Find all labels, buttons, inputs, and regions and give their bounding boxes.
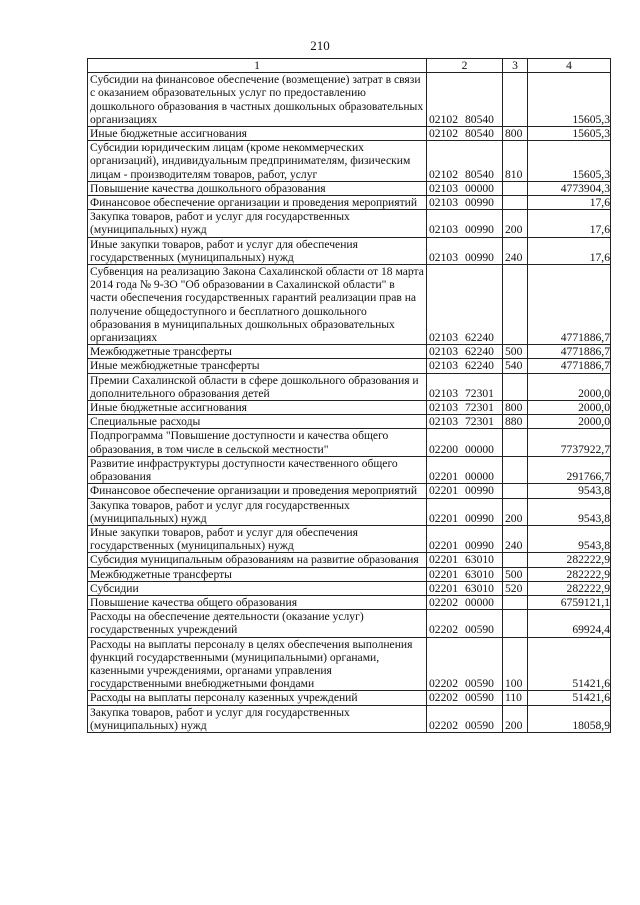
row-code-direction: 00990 (464, 223, 494, 237)
table-row (88, 415, 611, 429)
row-code-program: 02200 (429, 442, 458, 456)
row-name: Иные бюджетные ассигнования (88, 127, 427, 141)
row-code (427, 237, 503, 264)
row-code-direction: 00990 (464, 511, 494, 525)
row-code (427, 637, 503, 691)
row-amount: 282222,9 (528, 581, 611, 595)
row-amount: 15605,3 (528, 73, 611, 127)
row-name: Развитие инфраструктуры доступности качественного общего образования (88, 456, 427, 483)
row-name: Иные межбюджетные трансферты (88, 359, 427, 373)
row-code-program: 02201 (429, 470, 458, 484)
row-code-program: 02201 (429, 567, 458, 581)
row-amount: 69924,4 (528, 610, 611, 637)
row-code-program: 02202 (429, 595, 458, 609)
row-code-program: 02202 (429, 718, 458, 732)
row-expense-type: 110 (503, 691, 528, 705)
row-amount: 51421,6 (528, 691, 611, 705)
row-code-program: 02103 (429, 345, 458, 359)
row-code (427, 265, 503, 345)
row-code-direction: 80540 (464, 167, 494, 181)
row-code (427, 415, 503, 429)
table-row (88, 373, 611, 400)
table-row (88, 265, 611, 345)
table-row (88, 73, 611, 127)
row-code-program: 02103 (429, 415, 458, 429)
row-code-direction: 72301 (464, 386, 494, 400)
row-expense-type: 520 (503, 581, 528, 595)
row-code (427, 595, 503, 609)
table-row (88, 484, 611, 498)
row-code (427, 553, 503, 567)
row-code-program: 02103 (429, 386, 458, 400)
row-code-program: 02201 (429, 553, 458, 567)
row-code-program: 02102 (429, 112, 458, 126)
row-expense-type: 240 (503, 525, 528, 552)
row-code (427, 141, 503, 182)
row-code-direction: 62240 (464, 345, 494, 359)
row-code-direction: 63010 (464, 567, 494, 581)
row-code (427, 705, 503, 732)
row-code-program: 02103 (429, 223, 458, 237)
row-code (427, 359, 503, 373)
row-name: Расходы на выплаты персоналу казенных учреждений (88, 691, 427, 705)
row-code (427, 196, 503, 210)
row-code-direction: 72301 (464, 401, 494, 415)
row-code-direction: 72301 (464, 415, 494, 429)
row-code (427, 345, 503, 359)
row-expense-type (503, 595, 528, 609)
row-code-direction: 00000 (464, 442, 494, 456)
row-amount: 9543,8 (528, 498, 611, 525)
row-expense-type: 240 (503, 237, 528, 264)
row-code-direction: 00000 (464, 595, 494, 609)
row-expense-type: 200 (503, 210, 528, 237)
row-expense-type (503, 196, 528, 210)
table-row (88, 610, 611, 637)
row-amount: 291766,7 (528, 456, 611, 483)
row-code-program: 02202 (429, 677, 458, 691)
row-expense-type: 540 (503, 359, 528, 373)
row-expense-type (503, 484, 528, 498)
row-name: Закупка товаров, работ и услуг для государственных (муниципальных) нужд (88, 498, 427, 525)
row-code-direction: 63010 (464, 581, 494, 595)
row-expense-type (503, 553, 528, 567)
table-row (88, 567, 611, 581)
table-row (88, 141, 611, 182)
row-code-direction: 00590 (464, 677, 494, 691)
row-name: Премии Сахалинской области в сфере дошкольного образования и дополнительного образования детей (88, 373, 427, 400)
row-code-direction: 00990 (464, 539, 494, 553)
row-code-program: 02103 (429, 250, 458, 264)
row-code-direction: 63010 (464, 553, 494, 567)
budget-table (87, 58, 611, 733)
row-expense-type: 810 (503, 141, 528, 182)
row-expense-type: 200 (503, 498, 528, 525)
row-name: Субсидия муниципальным образованиям на развитие образования (88, 553, 427, 567)
row-code-direction: 00990 (464, 250, 494, 264)
row-code-direction: 00000 (464, 181, 494, 195)
row-expense-type (503, 73, 528, 127)
row-expense-type: 500 (503, 567, 528, 581)
table-row (88, 705, 611, 732)
column-header-3: 3 (503, 59, 528, 73)
row-code-direction: 80540 (464, 127, 494, 141)
row-code-direction: 00590 (464, 718, 494, 732)
table-row (88, 691, 611, 705)
column-header-4: 4 (528, 59, 611, 73)
row-code-program: 02103 (429, 331, 458, 345)
row-code-program: 02201 (429, 511, 458, 525)
row-expense-type (503, 373, 528, 400)
table-row (88, 210, 611, 237)
row-name: Расходы на выплаты персоналу в целях обеспечения выполнения функций государственными (муниципальными) органами, казенными учреждениями, органами управления государственными внебюджетными фондами (88, 637, 427, 691)
row-amount: 15605,3 (528, 141, 611, 182)
row-amount: 17,6 (528, 210, 611, 237)
row-code (427, 401, 503, 415)
row-amount: 9543,8 (528, 484, 611, 498)
header-row (88, 59, 611, 73)
row-name: Подпрограмма "Повышение доступности и качества общего образования, в том числе в сельской местности" (88, 429, 427, 456)
row-amount: 2000,0 (528, 373, 611, 400)
row-code (427, 525, 503, 552)
row-expense-type (503, 610, 528, 637)
row-code-direction: 62240 (464, 359, 494, 373)
table-row (88, 581, 611, 595)
row-code-program: 02102 (429, 167, 458, 181)
row-name: Закупка товаров, работ и услуг для государственных (муниципальных) нужд (88, 705, 427, 732)
row-amount: 51421,6 (528, 637, 611, 691)
column-header-1: 1 (88, 59, 427, 73)
row-code (427, 498, 503, 525)
table-row (88, 127, 611, 141)
row-code-direction: 00590 (464, 623, 494, 637)
row-name: Повышение качества общего образования (88, 595, 427, 609)
table-row (88, 525, 611, 552)
row-code-program: 02103 (429, 181, 458, 195)
row-code-direction: 80540 (464, 112, 494, 126)
row-code-program: 02201 (429, 581, 458, 595)
row-amount: 9543,8 (528, 525, 611, 552)
row-code-program: 02102 (429, 127, 458, 141)
table-row (88, 401, 611, 415)
row-expense-type: 200 (503, 705, 528, 732)
row-code (427, 567, 503, 581)
row-amount: 15605,3 (528, 127, 611, 141)
row-amount: 17,6 (528, 196, 611, 210)
table-row (88, 456, 611, 483)
table-row (88, 553, 611, 567)
row-code-program: 02201 (429, 539, 458, 553)
row-name: Специальные расходы (88, 415, 427, 429)
row-code-direction: 00590 (464, 691, 494, 705)
row-code (427, 73, 503, 127)
table-row (88, 196, 611, 210)
table-row (88, 345, 611, 359)
row-code (427, 691, 503, 705)
page-number: 210 (310, 38, 330, 53)
row-expense-type: 500 (503, 345, 528, 359)
row-amount: 2000,0 (528, 401, 611, 415)
row-code (427, 210, 503, 237)
row-code (427, 373, 503, 400)
table-row (88, 637, 611, 691)
row-expense-type: 100 (503, 637, 528, 691)
table-row (88, 429, 611, 456)
row-code (427, 429, 503, 456)
row-amount: 18058,9 (528, 705, 611, 732)
row-code-program: 02202 (429, 691, 458, 705)
row-expense-type (503, 265, 528, 345)
row-amount: 282222,9 (528, 567, 611, 581)
row-amount: 7737922,7 (528, 429, 611, 456)
row-expense-type (503, 181, 528, 195)
row-code (427, 610, 503, 637)
row-expense-type (503, 456, 528, 483)
table-row (88, 181, 611, 195)
row-amount: 4771886,7 (528, 345, 611, 359)
row-expense-type: 800 (503, 127, 528, 141)
row-code-program: 02103 (429, 196, 458, 210)
row-amount: 282222,9 (528, 553, 611, 567)
row-expense-type: 880 (503, 415, 528, 429)
row-name: Повышение качества дошкольного образования (88, 181, 427, 195)
row-name: Субсидии (88, 581, 427, 595)
row-name: Иные бюджетные ассигнования (88, 401, 427, 415)
row-amount: 2000,0 (528, 415, 611, 429)
column-header-2: 2 (427, 59, 503, 73)
table-row (88, 359, 611, 373)
row-code (427, 581, 503, 595)
row-name: Иные закупки товаров, работ и услуг для обеспечения государственных (муниципальных) нужд (88, 237, 427, 264)
row-name: Межбюджетные трансферты (88, 567, 427, 581)
row-code-program: 02103 (429, 359, 458, 373)
table-row (88, 498, 611, 525)
row-amount: 4773904,3 (528, 181, 611, 195)
row-code (427, 127, 503, 141)
row-code-program: 02103 (429, 401, 458, 415)
row-code-direction: 00990 (464, 484, 494, 498)
row-code-direction: 62240 (464, 331, 494, 345)
table-row (88, 237, 611, 264)
row-name: Субвенция на реализацию Закона Сахалинской области от 18 марта 2014 года № 9-ЗО "Об образовании в Сахалинской области" в части обеспечения государственных гарантий реализации прав на получение общедоступного и бесплатного дошкольного образования в муниципальных дошкольных образовательных организациях (88, 265, 427, 345)
row-code (427, 456, 503, 483)
row-code-direction: 00000 (464, 470, 494, 484)
row-expense-type (503, 429, 528, 456)
row-code-direction: 00990 (464, 196, 494, 210)
row-name: Межбюджетные трансферты (88, 345, 427, 359)
row-name: Субсидии на финансовое обеспечение (возмещение) затрат в связи с оказанием образовательных услуг по предоставлению дошкольного образования в частных дошкольных образовательных организациях (88, 73, 427, 127)
row-amount: 4771886,7 (528, 265, 611, 345)
row-name: Закупка товаров, работ и услуг для государственных (муниципальных) нужд (88, 210, 427, 237)
row-amount: 6759121,1 (528, 595, 611, 609)
row-code-program: 02202 (429, 623, 458, 637)
row-name: Субсидии юридическим лицам (кроме некоммерческих организаций), индивидуальным предпринимателям, физическим лицам - производителям товаров, работ, услуг (88, 141, 427, 182)
row-expense-type: 800 (503, 401, 528, 415)
table-row (88, 595, 611, 609)
row-amount: 17,6 (528, 237, 611, 264)
row-code (427, 484, 503, 498)
row-name: Финансовое обеспечение организации и проведения мероприятий (88, 484, 427, 498)
row-code-program: 02201 (429, 484, 458, 498)
row-name: Иные закупки товаров, работ и услуг для обеспечения государственных (муниципальных) нужд (88, 525, 427, 552)
row-code (427, 181, 503, 195)
row-name: Расходы на обеспечение деятельности (оказание услуг) государственных учреждений (88, 610, 427, 637)
row-name: Финансовое обеспечение организации и проведения мероприятий (88, 196, 427, 210)
row-amount: 4771886,7 (528, 359, 611, 373)
